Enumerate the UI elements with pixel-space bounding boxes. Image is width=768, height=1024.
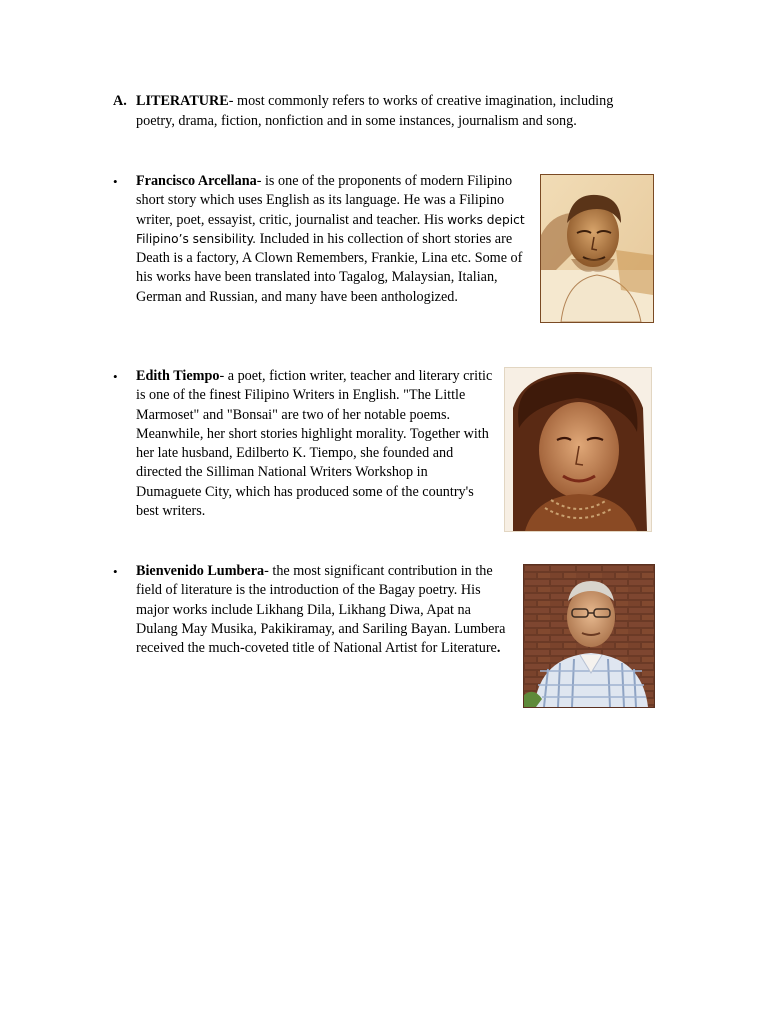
bullet-icon: • xyxy=(113,564,118,579)
francisco-arcellana-photo xyxy=(540,174,654,323)
edith-tiempo-photo xyxy=(504,367,652,532)
entry-paragraph xyxy=(136,172,533,307)
entry-text-continued: Included in his collection of short stories are Death is a factory, A Clown Remembers, Frankie, Lina etc. Some of his works have been translated into Tagalog, Malaysian, Italian, German and Russian, and many have been anthologized. xyxy=(136,230,523,305)
entry-paragraph xyxy=(136,367,493,521)
entry-name: Edith Tiempo xyxy=(136,368,220,384)
entry-name: Francisco Arcellana xyxy=(136,173,257,189)
bullet-icon: • xyxy=(113,369,118,384)
section-definition xyxy=(113,92,653,131)
entry-text: - the most significant contribution in the field of literature is the introduction of the Bagay poetry. His major works include Likhang Dila, Likhang Diwa, Apat na Dulang May Musika, Pakikiramay, and Sariling Bayan. Lumbera received the much-coveted title of National Artist for Literature xyxy=(136,563,506,657)
entry-text: - is one of the proponents of modern Filipino short story which uses English as its language. He was a Filipino writer, poet, essayist, critic, journalist and teacher. His xyxy=(136,173,513,228)
section-definition-text: - most commonly refers to works of creative imagination, including poetry, drama, fiction, nonfiction and in some instances, journalism and song. xyxy=(136,93,614,129)
section-paragraph xyxy=(136,92,653,131)
entry-text-sans: works depict Filipino’s sensibility. xyxy=(136,212,525,246)
section-marker: A. xyxy=(113,93,127,109)
entry-paragraph xyxy=(136,562,513,658)
portrait-photo-sepia-icon xyxy=(541,175,653,322)
entry-edith-tiempo xyxy=(113,367,493,521)
bienvenido-lumbera-photo xyxy=(523,564,655,708)
portrait-photo-color-icon xyxy=(524,565,654,707)
entry-bienvenido-lumbera xyxy=(113,562,513,658)
entry-text-end: . xyxy=(496,640,501,657)
entry-name: Bienvenido Lumbera xyxy=(136,563,265,579)
bullet-icon: • xyxy=(113,174,118,189)
section-term: LITERATURE xyxy=(136,93,229,109)
portrait-photo-sepia-icon xyxy=(505,368,651,531)
entry-text: - a poet, fiction writer, teacher and literary critic is one of the finest Filipino Writers in English. "The Little Marmoset" and "Bonsai" are two of her notable poems. Meanwhile, her short stories highlight morality. Together with her late husband, Edilberto K. Tiempo, she founded and directed the Silliman National Writers Workshop in Dumaguete City, which has produced some of the country's best writers. xyxy=(136,368,493,520)
entry-francisco-arcellana xyxy=(113,172,533,307)
